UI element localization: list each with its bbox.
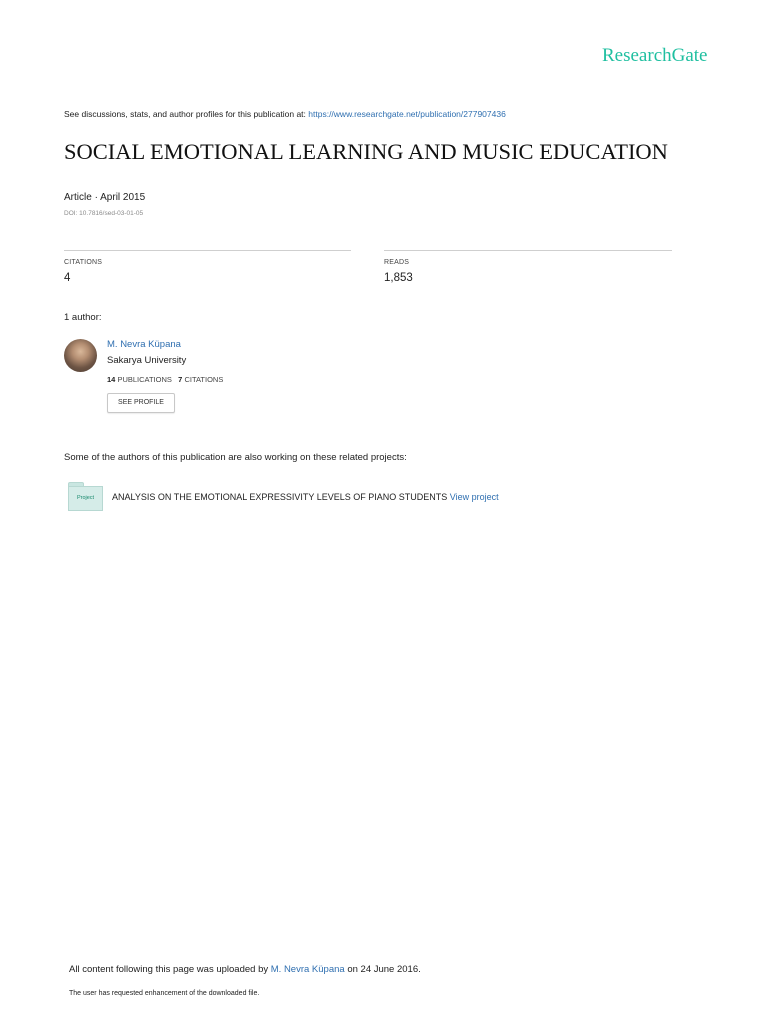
project-icon-label: Project xyxy=(68,486,103,511)
citations-label: CITATIONS xyxy=(64,259,103,266)
discussion-line xyxy=(64,109,506,119)
author-institution: Sakarya University xyxy=(107,355,187,366)
paper-date: · April 2015 xyxy=(91,192,146,203)
author-citations-label: CITATIONS xyxy=(184,375,224,384)
project-folder-icon[interactable] xyxy=(68,482,103,511)
reads-label: READS xyxy=(384,259,410,266)
publication-url-link[interactable]: https://www.researchgate.net/publication/277907436 xyxy=(308,109,506,119)
project-item xyxy=(112,492,499,502)
upload-note xyxy=(69,964,421,975)
researchgate-logo[interactable]: ResearchGate xyxy=(602,45,708,66)
reads-divider xyxy=(384,250,672,251)
paper-meta xyxy=(64,192,145,203)
author-name-link[interactable]: M. Nevra Küpana xyxy=(107,339,181,350)
paper-doi: DOI: 10.7816/sed-03-01-05 xyxy=(64,210,144,217)
paper-title: SOCIAL EMOTIONAL LEARNING AND MUSIC EDUCATION xyxy=(64,139,668,164)
author-publications-label: PUBLICATIONS xyxy=(117,375,172,384)
enhancement-note: The user has requested enhancement of the downloaded file. xyxy=(69,990,260,997)
uploader-link[interactable]: M. Nevra Küpana xyxy=(270,964,345,975)
upload-prefix: All content following this page was uploaded by xyxy=(69,964,271,975)
project-title: ANALYSIS ON THE EMOTIONAL EXPRESSIVITY LEVELS OF PIANO STUDENTS xyxy=(112,492,448,502)
author-avatar[interactable] xyxy=(64,339,97,372)
author-citations-count: 7 xyxy=(178,375,183,384)
citations-divider xyxy=(64,250,351,251)
see-profile-button[interactable]: SEE PROFILE xyxy=(107,393,175,413)
view-project-link[interactable]: View project xyxy=(449,492,499,502)
paper-type: Article xyxy=(64,192,92,203)
discussion-text: See discussions, stats, and author profiles for this publication at: xyxy=(64,109,309,119)
author-publications-count: 14 xyxy=(107,375,116,384)
citations-value: 4 xyxy=(64,272,71,284)
reads-value: 1,853 xyxy=(384,272,413,284)
author-stats xyxy=(107,375,223,384)
authors-heading: 1 author: xyxy=(64,312,102,323)
upload-suffix: on 24 June 2016. xyxy=(344,964,421,975)
projects-heading: Some of the authors of this publication are also working on these related projects: xyxy=(64,452,407,463)
